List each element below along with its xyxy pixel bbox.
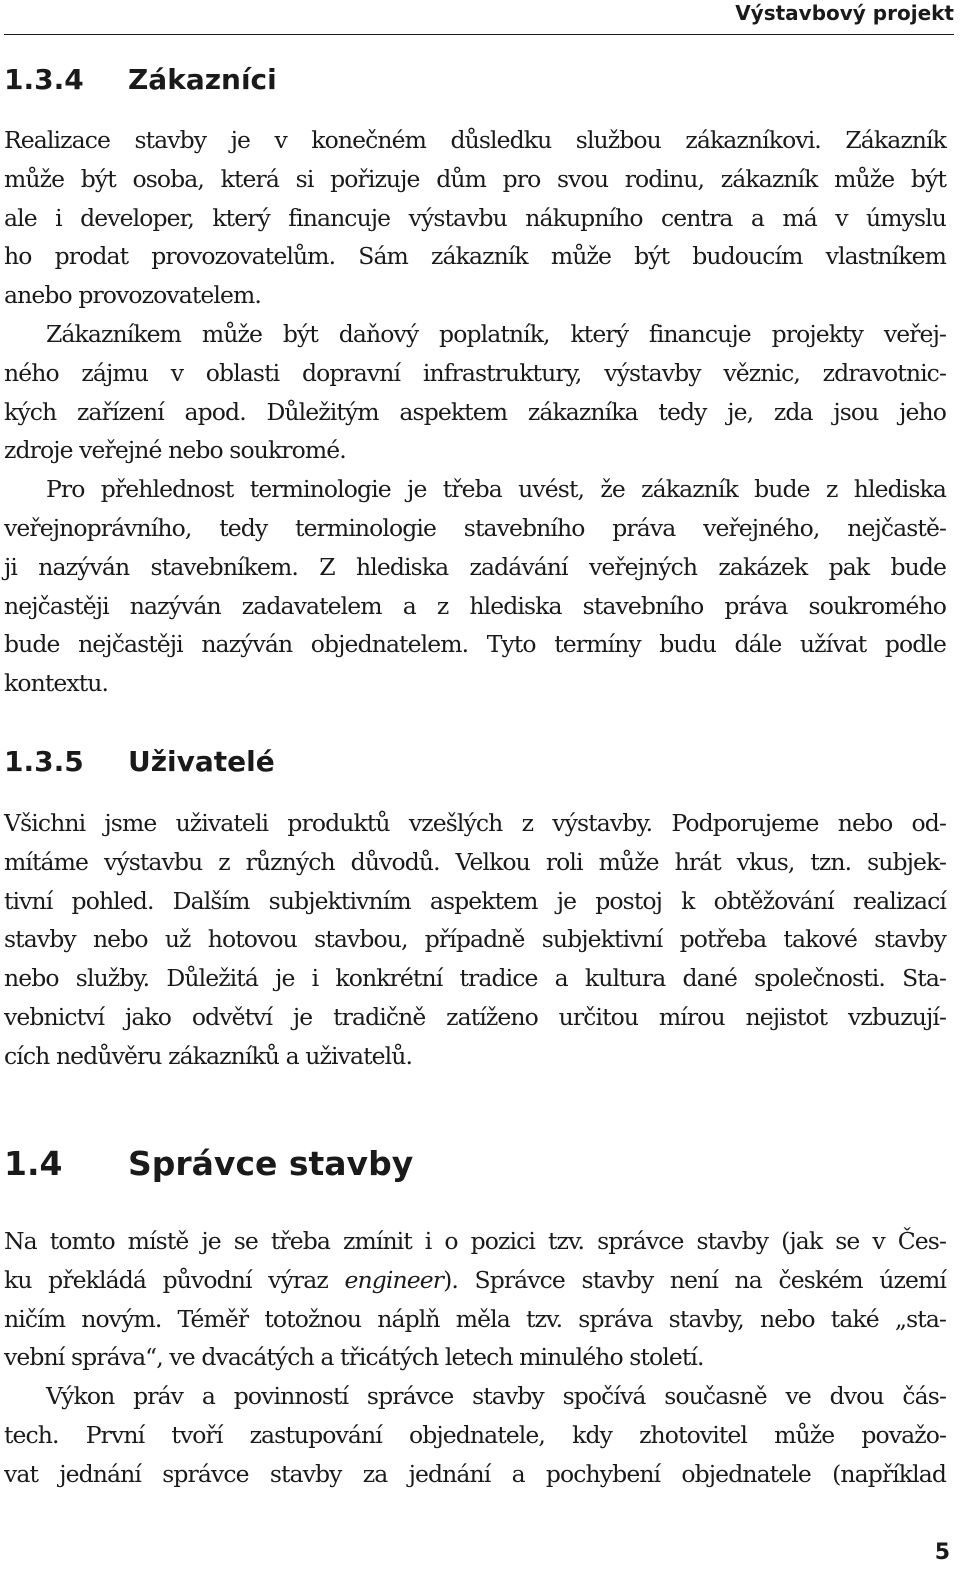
text-line: Všichni jsme uživateli produktů vzešlých z výstavby. Podporujeme nebo od- (4, 809, 946, 837)
section-body-uzivatele (4, 804, 946, 1076)
text-line: stavby nebo už hotovou stavbou, případně subjektivní potřeba takové stavby (4, 925, 946, 954)
text-line: nejčastěji nazýván zadavatelem a z hlediska stavebního práva soukromého (4, 591, 946, 620)
text-line: Na tomto místě je se třeba zmínit i o pozici tzv. správce stavby (jak se v Čes- (4, 1227, 946, 1255)
section-heading-uzivatele (4, 745, 275, 779)
text-line: anebo provozovatelem. (4, 281, 262, 310)
text-line: bude nejčastěji nazýván objednatelem. Tyto termíny budu dále užívat podle (4, 630, 946, 659)
section-title: Správce stavby (128, 1144, 414, 1183)
text-fragment: ). Správce stavby není na českém území (443, 1265, 946, 1294)
section-heading-zakaznici (4, 63, 277, 97)
text-line: Pro přehlednost terminologie je třeba uvést, že zákazník bude z hlediska (46, 475, 946, 504)
section-title: Uživatelé (128, 745, 275, 778)
text-line: vebnictví jako odvětví je tradičně zatíženo určitou mírou nejistot vzbuzují- (4, 1002, 946, 1031)
text-line: ničím novým. Téměř totožnou náplň měla tzv. správa stavby, nebo také „sta- (4, 1304, 946, 1333)
text-line: ji nazýván stavebníkem. Z hlediska zadávání veřejných zakázek pak bude (4, 552, 946, 581)
text-line: tech. První tvoří zastupování objednatele, kdy zhotovitel může považo- (4, 1420, 946, 1449)
text-line: ale i developer, který financuje výstavbu nákupního centra a má v úmyslu (4, 203, 946, 232)
section-title: Zákazníci (128, 63, 277, 96)
text-line: Zákazníkem může být daňový poplatník, který financuje projekty veřej- (46, 319, 946, 348)
text-line: mítáme výstavbu z různých důvodů. Velkou roli může hrát vkus, tzn. subjek- (4, 847, 946, 876)
text-line: kontextu. (4, 669, 109, 698)
text-line: vební správa“, ve dvacátých a třicátých letech minulého století. (4, 1343, 704, 1372)
text-line-with-italic (4, 1261, 946, 1300)
text-line: ho prodat provozovatelům. Sám zákazník může být budoucím vlastníkem (4, 242, 946, 271)
text-line: zdroje veřejné nebo soukromé. (4, 436, 346, 465)
section-heading-spravce-stavby (4, 1144, 413, 1184)
text-line: Realizace stavby je v konečném důsledku službou zákazníkovi. Zákazník (4, 126, 946, 154)
text-line: může být osoba, která si pořizuje dům pro svou rodinu, zákazník může být (4, 164, 946, 193)
section-number: 1.3.5 (4, 745, 84, 778)
text-line: veřejnoprávního, tedy terminologie stavebního práva veřejného, nejčastě- (4, 513, 946, 542)
section-number: 1.4 (4, 1144, 63, 1183)
header-rule (4, 34, 954, 35)
text-line: vat jednání správce stavby za jednání a pochybení objednatele (například (4, 1459, 946, 1488)
text-line: ného zájmu v oblasti dopravní infrastruktury, výstavby věznic, zdravotnic- (4, 358, 946, 387)
running-title: Výstavbový projekt (723, 0, 954, 26)
running-header (0, 0, 960, 36)
text-line: kých zařízení apod. Důležitým aspektem zákazníka tedy je, zda jsou jeho (4, 397, 946, 426)
section-body-spravce-stavby (4, 1222, 946, 1494)
text-line: Výkon práv a povinností správce stavby spočívá současně ve dvou čás- (46, 1382, 946, 1411)
section-number: 1.3.4 (4, 63, 84, 96)
text-fragment: ku překládá původní výraz (4, 1265, 345, 1294)
italic-term: engineer (344, 1265, 444, 1294)
section-body-zakaznici (4, 121, 946, 703)
text-line: nebo služby. Důležitá je i konkrétní tradice a kultura dané společnosti. Sta- (4, 964, 946, 993)
text-line: cích nedůvěru zákazníků a uživatelů. (4, 1041, 413, 1070)
text-line: tivní pohled. Dalším subjektivním aspektem je postoj k obtěžování realizací (4, 886, 946, 915)
page-number: 5 (934, 1540, 950, 1565)
